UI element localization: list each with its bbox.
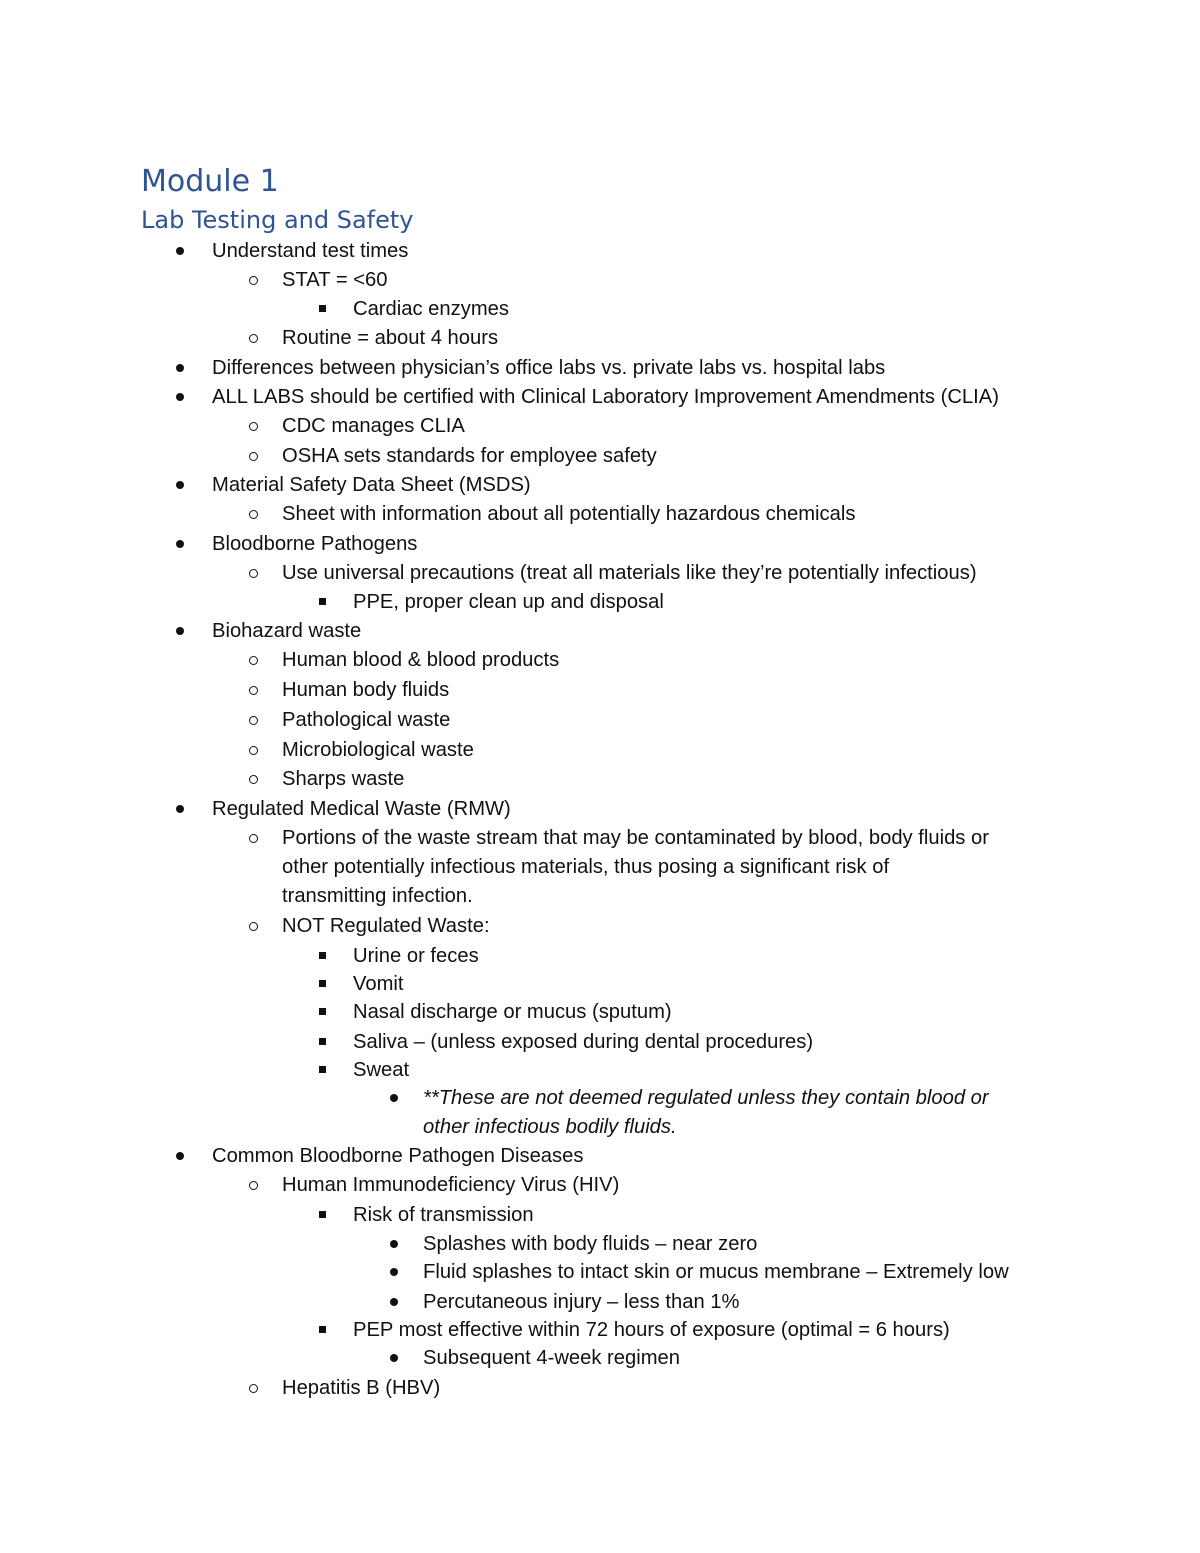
list-item-text: Use universal precautions (treat all materials like they’re potentially infectious) bbox=[282, 562, 977, 584]
bullet-dot-icon bbox=[176, 247, 184, 255]
list-item-text: CDC manages CLIA bbox=[282, 415, 465, 437]
list-item bbox=[0, 587, 1200, 617]
list-item-text: Vomit bbox=[353, 973, 404, 995]
list-item bbox=[0, 764, 1200, 794]
list-item bbox=[0, 265, 1200, 295]
list-item bbox=[0, 794, 1200, 824]
bullet-dot-icon bbox=[390, 1240, 398, 1248]
list-item bbox=[0, 558, 1200, 588]
list-item bbox=[0, 1229, 1200, 1259]
bullet-square-icon bbox=[319, 1008, 326, 1015]
bullet-circle-icon bbox=[249, 834, 258, 843]
bullet-circle-icon bbox=[249, 422, 258, 431]
list-item bbox=[0, 529, 1200, 559]
bullet-dot-icon bbox=[390, 1298, 398, 1306]
list-item bbox=[0, 1083, 1200, 1113]
list-item bbox=[0, 735, 1200, 765]
bullet-circle-icon bbox=[249, 1181, 258, 1190]
list-item-text: Differences between physician’s office labs vs. private labs vs. hospital labs bbox=[212, 357, 886, 379]
list-item bbox=[0, 470, 1200, 500]
bullet-circle-icon bbox=[249, 510, 258, 519]
list-item-text-continued: other infectious bodily fluids. bbox=[423, 1116, 677, 1138]
list-item-text: Microbiological waste bbox=[282, 739, 474, 761]
list-item bbox=[0, 911, 1200, 941]
list-item-text: Routine = about 4 hours bbox=[282, 327, 499, 349]
list-item bbox=[0, 969, 1200, 999]
list-item bbox=[0, 499, 1200, 529]
bullet-circle-icon bbox=[249, 922, 258, 931]
bullet-circle-icon bbox=[249, 656, 258, 665]
bullet-dot-icon bbox=[176, 364, 184, 372]
bullet-square-icon bbox=[319, 952, 326, 959]
list-item-text: STAT = <60 bbox=[282, 269, 388, 291]
bullet-circle-icon bbox=[249, 452, 258, 461]
section-heading: Lab Testing and Safety bbox=[141, 206, 414, 234]
list-item-text: Fluid splashes to intact skin or mucus membrane – Extremely low bbox=[423, 1261, 1009, 1283]
list-item bbox=[0, 675, 1200, 705]
list-item-text: NOT Regulated Waste: bbox=[282, 915, 490, 937]
list-item bbox=[0, 1315, 1200, 1345]
list-item-text: Percutaneous injury – less than 1% bbox=[423, 1291, 740, 1313]
list-item-text: Sweat bbox=[353, 1059, 410, 1081]
bullet-square-icon bbox=[319, 1066, 326, 1073]
bullet-square-icon bbox=[319, 1211, 326, 1218]
list-item-text: Bloodborne Pathogens bbox=[212, 533, 418, 555]
list-item bbox=[0, 823, 1200, 853]
list-item-text: ALL LABS should be certified with Clinical Laboratory Improvement Amendments (CLIA) bbox=[212, 386, 999, 408]
list-item bbox=[0, 353, 1200, 383]
bullet-circle-icon bbox=[249, 569, 258, 578]
list-item bbox=[0, 382, 1200, 412]
list-item bbox=[0, 645, 1200, 675]
list-item-text: PPE, proper clean up and disposal bbox=[353, 591, 664, 613]
bullet-dot-icon bbox=[390, 1094, 398, 1102]
list-item bbox=[0, 323, 1200, 353]
list-item bbox=[0, 294, 1200, 324]
page-title: Module 1 bbox=[141, 164, 279, 199]
list-item-text: Understand test times bbox=[212, 240, 409, 262]
list-item-text: **These are not deemed regulated unless they contain blood or bbox=[423, 1087, 989, 1109]
bullet-square-icon bbox=[319, 1038, 326, 1045]
list-item bbox=[0, 1200, 1200, 1230]
bullet-dot-icon bbox=[176, 1152, 184, 1160]
list-item bbox=[0, 941, 1200, 971]
list-item-text: Subsequent 4-week regimen bbox=[423, 1347, 680, 1369]
bullet-circle-icon bbox=[249, 775, 258, 784]
list-item-text: OSHA sets standards for employee safety bbox=[282, 445, 657, 467]
list-item-text: Regulated Medical Waste (RMW) bbox=[212, 798, 511, 820]
list-item-text: Splashes with body fluids – near zero bbox=[423, 1233, 758, 1255]
bullet-dot-icon bbox=[176, 481, 184, 489]
list-item bbox=[0, 1343, 1200, 1373]
bullet-circle-icon bbox=[249, 334, 258, 343]
list-item-text: Portions of the waste stream that may be contaminated by blood, body fluids or bbox=[282, 827, 989, 849]
list-item-text: Common Bloodborne Pathogen Diseases bbox=[212, 1145, 584, 1167]
bullet-dot-icon bbox=[176, 805, 184, 813]
list-item bbox=[0, 1027, 1200, 1057]
list-item-text: Risk of transmission bbox=[353, 1204, 534, 1226]
list-item bbox=[0, 411, 1200, 441]
bullet-dot-icon bbox=[390, 1354, 398, 1362]
bullet-square-icon bbox=[319, 305, 326, 312]
list-item bbox=[0, 1373, 1200, 1403]
list-item-text: Sharps waste bbox=[282, 768, 405, 790]
list-item bbox=[0, 616, 1200, 646]
list-item-text: Cardiac enzymes bbox=[353, 298, 509, 320]
bullet-circle-icon bbox=[249, 1384, 258, 1393]
list-item-text: Urine or feces bbox=[353, 945, 479, 967]
bullet-dot-icon bbox=[176, 627, 184, 635]
bullet-circle-icon bbox=[249, 276, 258, 285]
list-item-text: Hepatitis B (HBV) bbox=[282, 1377, 441, 1399]
list-item bbox=[0, 441, 1200, 471]
bullet-square-icon bbox=[319, 980, 326, 987]
bullet-dot-icon bbox=[176, 393, 184, 401]
bullet-dot-icon bbox=[390, 1268, 398, 1276]
list-item-text: Biohazard waste bbox=[212, 620, 362, 642]
list-item bbox=[0, 1287, 1200, 1317]
bullet-circle-icon bbox=[249, 746, 258, 755]
list-item bbox=[0, 1141, 1200, 1171]
list-item-text: Human body fluids bbox=[282, 679, 450, 701]
bullet-square-icon bbox=[319, 598, 326, 605]
bullet-circle-icon bbox=[249, 716, 258, 725]
list-item bbox=[0, 1170, 1200, 1200]
list-item-text: PEP most effective within 72 hours of exposure (optimal = 6 hours) bbox=[353, 1319, 950, 1341]
bullet-dot-icon bbox=[176, 540, 184, 548]
list-item-text-continued: other potentially infectious materials, thus posing a significant risk of bbox=[282, 856, 890, 878]
list-item-text: Nasal discharge or mucus (sputum) bbox=[353, 1001, 672, 1023]
list-item-text: Saliva – (unless exposed during dental procedures) bbox=[353, 1031, 814, 1053]
list-item-text: Pathological waste bbox=[282, 709, 451, 731]
list-item bbox=[0, 1257, 1200, 1287]
bullet-square-icon bbox=[319, 1326, 326, 1333]
list-item bbox=[0, 997, 1200, 1027]
list-item-text: Human Immunodeficiency Virus (HIV) bbox=[282, 1174, 620, 1196]
list-item bbox=[0, 236, 1200, 266]
list-item bbox=[0, 1055, 1200, 1085]
list-item-text-continued: transmitting infection. bbox=[282, 885, 473, 907]
bullet-circle-icon bbox=[249, 686, 258, 695]
list-item-text: Material Safety Data Sheet (MSDS) bbox=[212, 474, 531, 496]
list-item-text: Human blood & blood products bbox=[282, 649, 560, 671]
list-item bbox=[0, 705, 1200, 735]
list-item-text: Sheet with information about all potentially hazardous chemicals bbox=[282, 503, 856, 525]
